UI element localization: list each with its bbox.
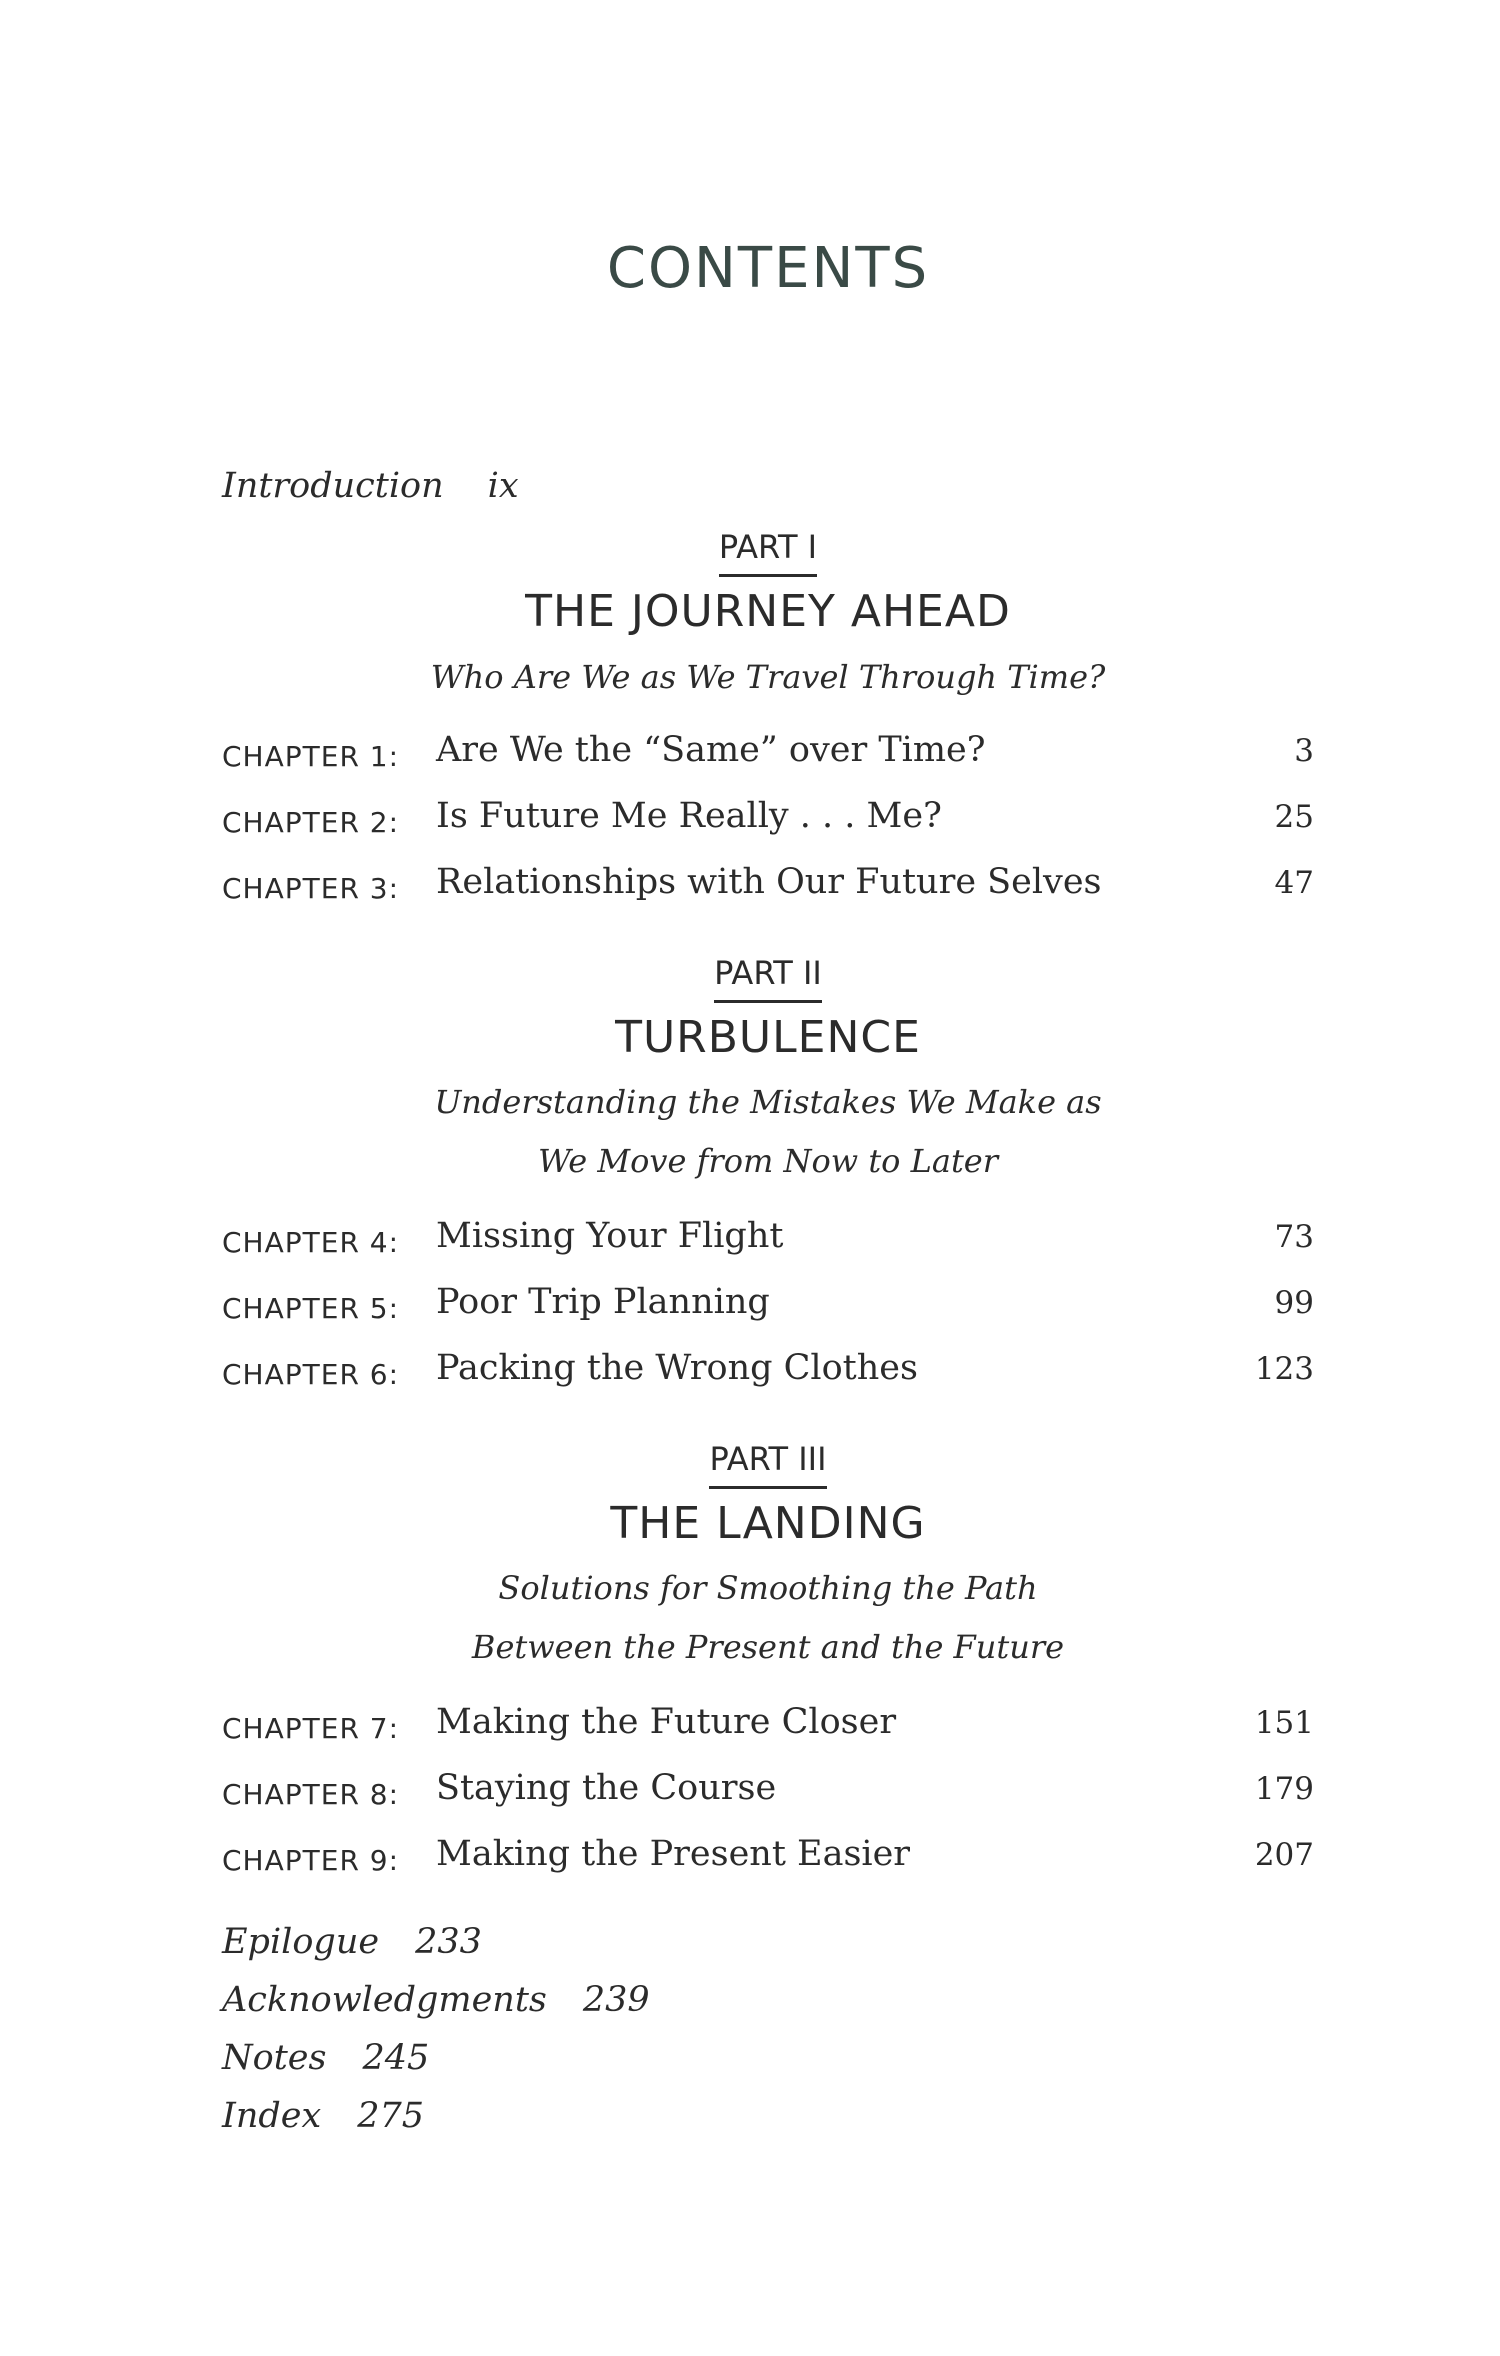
chapter-page: 207	[1254, 1837, 1314, 1873]
part-subtitle-line: We Move from Now to Later	[537, 1142, 999, 1180]
chapter-label: CHAPTER 2:	[222, 806, 400, 839]
chapter-label: CHAPTER 5:	[222, 1292, 400, 1325]
chapter-page: 151	[1254, 1705, 1314, 1741]
entry-page: 239	[582, 1980, 650, 2020]
entry-page: 275	[357, 2096, 425, 2136]
chapter-title: Staying the Course	[436, 1768, 777, 1808]
chapter-entry	[222, 1834, 1314, 1884]
chapter-page: 123	[1254, 1351, 1314, 1387]
chapter-label: CHAPTER 3:	[222, 872, 400, 905]
part-subtitle-line: Between the Present and the Future	[471, 1628, 1065, 1666]
chapter-title: Relationships with Our Future Selves	[436, 862, 1102, 902]
chapter-title: Packing the Wrong Clothes	[436, 1348, 918, 1388]
chapter-label: CHAPTER 4:	[222, 1226, 400, 1259]
part-subtitle	[0, 1559, 1500, 1677]
chapter-label: CHAPTER 9:	[222, 1844, 400, 1877]
chapter-entry	[222, 1768, 1314, 1818]
chapter-title: Is Future Me Really . . . Me?	[436, 796, 942, 836]
entry-page: 233	[415, 1922, 482, 1962]
entry-page: ix	[487, 466, 519, 506]
part-label: PART I	[0, 528, 1500, 577]
chapter-entry	[222, 1216, 1314, 1266]
part-title: TURBULENCE	[615, 1012, 921, 1063]
chapter-title: Making the Future Closer	[436, 1702, 897, 1742]
part-subtitle-line: Who Are We as We Travel Through Time?	[430, 658, 1106, 696]
chapter-label: CHAPTER 7:	[222, 1712, 400, 1745]
toc-entry-epilogue	[222, 1922, 482, 1962]
part-subtitle-line: Solutions for Smoothing the Path	[498, 1569, 1038, 1607]
part-subtitle	[0, 1073, 1500, 1191]
chapter-entry	[222, 862, 1314, 912]
chapter-entry	[222, 730, 1314, 780]
chapter-entry	[222, 1348, 1314, 1398]
chapter-page: 179	[1254, 1771, 1314, 1807]
part-label: PART II	[0, 954, 1500, 1003]
chapter-title: Missing Your Flight	[436, 1216, 784, 1256]
toc-entry-notes	[222, 2038, 429, 2078]
chapter-entry	[222, 1282, 1314, 1332]
entry-label: Acknowledgments	[222, 1980, 547, 2020]
toc-entry-acknowledgments	[222, 1980, 650, 2020]
part-label: PART III	[0, 1440, 1500, 1489]
entry-page: 245	[362, 2038, 430, 2078]
entry-label: Index	[222, 2096, 322, 2136]
chapter-label: CHAPTER 1:	[222, 740, 400, 773]
chapter-entry	[222, 796, 1314, 846]
entry-label: Notes	[222, 2038, 327, 2078]
entry-label: Introduction	[222, 466, 444, 506]
part-title: THE LANDING	[610, 1498, 926, 1549]
toc-entry-index	[222, 2096, 424, 2136]
chapter-page: 25	[1274, 799, 1314, 835]
chapter-title: Are We the “Same” over Time?	[436, 730, 986, 770]
part-subtitle	[0, 648, 1500, 707]
part-title: THE JOURNEY AHEAD	[525, 586, 1011, 637]
toc-entry-introduction	[222, 466, 519, 506]
part-subtitle-line: Understanding the Mistakes We Make as	[434, 1083, 1102, 1121]
page-title: CONTENTS	[606, 236, 930, 301]
chapter-label: CHAPTER 8:	[222, 1778, 400, 1811]
entry-label: Epilogue	[222, 1922, 380, 1962]
chapter-title: Poor Trip Planning	[436, 1282, 770, 1322]
chapter-page: 73	[1274, 1219, 1314, 1255]
chapter-label: CHAPTER 6:	[222, 1358, 400, 1391]
chapter-entry	[222, 1702, 1314, 1752]
chapter-page: 47	[1274, 865, 1314, 901]
chapter-title: Making the Present Easier	[436, 1834, 911, 1874]
chapter-page: 3	[1294, 733, 1314, 769]
chapter-page: 99	[1274, 1285, 1314, 1321]
